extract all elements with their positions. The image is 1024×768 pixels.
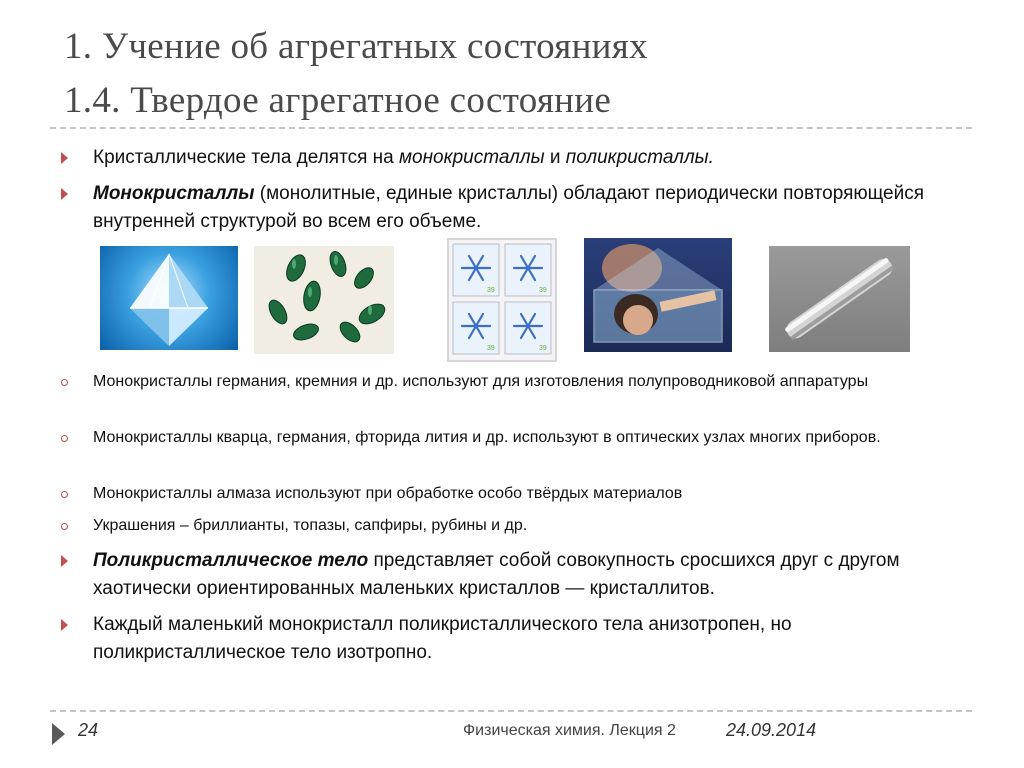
diamond-crystal-image [100,246,238,350]
slide-title [64,20,994,128]
slide-arrow-icon [52,723,65,745]
slide-title-line-1: 1. Учение об агрегатных состояниях [64,26,648,67]
bullet-arrow-icon [61,152,68,164]
bullet-polycrystal-definition [93,547,973,603]
footer-divider [50,710,972,712]
subbullet-text: Украшения – бриллианты, топазы, сапфиры, рубины и др. [93,517,528,534]
stamp-value-2: 39 [539,287,547,294]
subbullet-text: Монокристаллы кварца, германия, фторида лития и др. используют в оптических узлах многих приборов. [93,429,881,446]
footer-date: 24.09.2014 [726,720,817,740]
bullet-arrow-icon [61,188,68,200]
subbullet-optics [93,426,973,450]
subbullet-text: Монокристаллы германия, кремния и др. используют для изготовления полупроводниковой аппаратуры [93,373,869,390]
term-monocrystals: монокристаллы [398,147,545,168]
stamp-value-3: 39 [487,345,495,352]
crystal-rod-image [769,246,910,352]
subbullet-jewelry [93,514,973,538]
bullet-arrow-icon [61,555,68,567]
bullet-arrow-icon [61,619,68,631]
bullet-text: Кристаллические тела делятся на [93,147,399,168]
crystal-prism-photo-image [584,238,732,352]
footer-lecture-title: Физическая химия. Лекция 2 [463,722,676,739]
stamp-value-4: 39 [539,345,547,352]
circle-bullet-icon [61,379,68,386]
term-polycrystals: поликристаллы. [565,147,714,168]
subbullet-semiconductors [93,370,973,394]
snowflake-stamps-image [447,238,557,362]
term-monocrystals-bold: Монокристаллы [93,183,255,204]
bullet-crystal-types [93,144,973,172]
title-divider [50,127,972,129]
circle-bullet-icon [61,523,68,530]
circle-bullet-icon [61,435,68,442]
bullet-anisotropy [93,611,973,667]
stamp-value-1: 39 [487,287,495,294]
green-crystals-image [254,246,394,354]
subbullet-diamond-tools [93,482,973,506]
page-number: 24 [78,720,99,740]
circle-bullet-icon [61,491,68,498]
subbullet-text: Монокристаллы алмаза используют при обработке особо твёрдых материалов [93,485,683,502]
bullet-text: Каждый маленький монокристалл поликристаллического тела анизотропен, но поликристаллическое тело изотропно. [93,614,792,663]
bullet-text-and: и [544,147,566,168]
bullet-text: (монолитные, единые кристаллы) обладают периодически повторяющейся внутренней структурой во всем его объеме. [93,183,925,232]
bullet-monocrystals-definition [93,180,973,236]
bullet-text: представляет собой совокупность сросшихся друг с другом хаотически ориентированных маленьких кристаллов — кристаллитов. [93,550,900,599]
term-polycrystal-bold: Поликристаллическое тело [93,550,369,571]
slide-title-line-2: 1.4. Твердое агрегатное состояние [64,80,612,121]
